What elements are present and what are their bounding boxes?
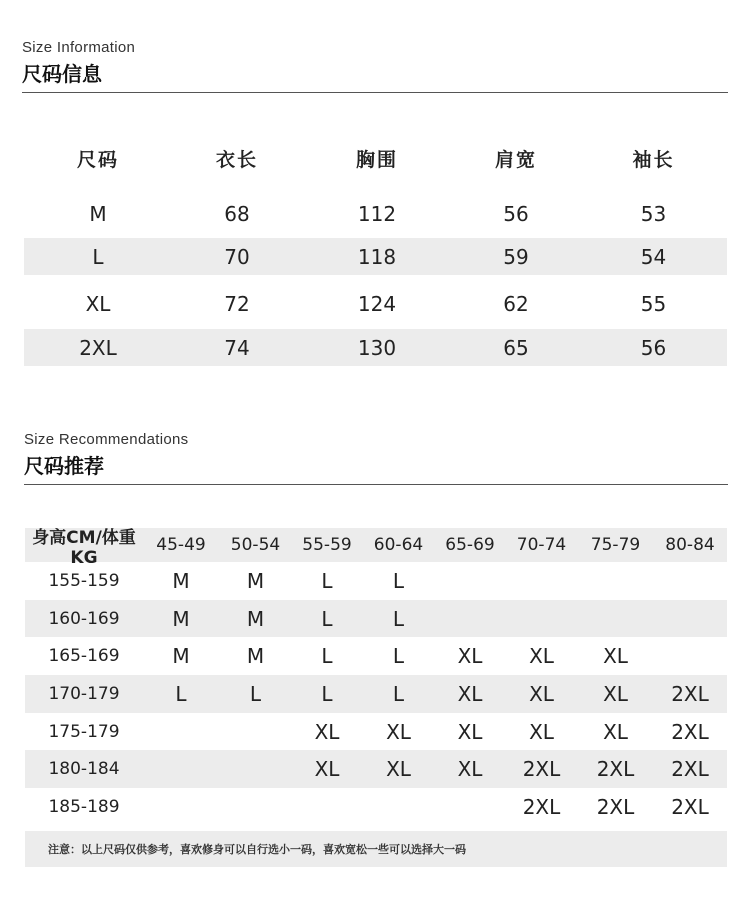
size-suggestion-cell: L [392, 681, 405, 706]
size-suggestion-cell: XL [603, 719, 628, 744]
recommend-row [25, 750, 727, 788]
size-suggestion-cell: 2XL [596, 794, 635, 819]
size-cell: 56 [640, 335, 667, 360]
size-cell: 68 [224, 202, 250, 226]
size-cell: 124 [357, 292, 397, 316]
recommend-row [25, 562, 727, 600]
height-cell: 175-179 [48, 721, 120, 742]
size-cell: 65 [503, 335, 529, 360]
size-header-cell: 肩宽 [494, 148, 537, 171]
size-suggestion-cell: M [246, 568, 265, 593]
size-suggestion-cell: L [175, 681, 187, 706]
size-cell: M [89, 202, 107, 226]
recommend-header [24, 431, 188, 479]
recommend-row [25, 675, 727, 713]
recommend-header-cell: 45-49 [156, 535, 206, 555]
size-suggestion-cell: XL [314, 719, 340, 744]
size-suggestion-cell: 2XL [671, 681, 709, 706]
size-cell: 130 [357, 335, 397, 360]
recommend-row [25, 600, 727, 638]
height-cell: 155-159 [48, 570, 120, 591]
size-suggestion-cell: XL [457, 719, 483, 744]
size-cell: 70 [224, 244, 250, 269]
size-suggestion-cell: L [321, 568, 333, 593]
size-suggestion-cell: M [246, 606, 265, 631]
size-suggestion-cell: 2XL [596, 757, 635, 782]
height-cell: 185-189 [48, 796, 120, 817]
size-header-cell: 衣长 [215, 148, 258, 171]
size-cell: 53 [640, 202, 667, 226]
size-suggestion-cell: L [321, 644, 333, 669]
size-table-row [24, 329, 727, 366]
size-cell: L [92, 244, 104, 269]
recommend-header-cell: 70-74 [516, 535, 567, 555]
size-suggestion-cell: XL [529, 681, 554, 706]
size-info-title-en: Size Information [22, 39, 136, 56]
size-table-header-row [24, 133, 727, 183]
size-suggestion-cell: M [246, 644, 265, 669]
size-cell: 118 [357, 244, 397, 269]
size-suggestion-cell: XL [603, 681, 628, 706]
note-text: 注意：以上尺码仅供参考，喜欢修身可以自行选小一码，喜欢宽松一些可以选择大一码 [48, 843, 466, 856]
size-table-row [24, 282, 727, 326]
size-info-header [22, 39, 135, 87]
size-cell: 56 [503, 202, 529, 226]
size-info-table [24, 133, 727, 366]
size-cell: 54 [640, 244, 667, 269]
size-suggestion-cell: L [392, 568, 405, 593]
size-suggestion-cell: L [392, 644, 405, 669]
recommend-title-cn: 尺码推荐 [24, 454, 104, 478]
size-cell: XL [85, 292, 111, 316]
size-header-cell: 胸围 [355, 148, 398, 171]
size-suggestion-cell: XL [529, 644, 554, 669]
size-cell: 72 [224, 292, 250, 316]
height-cell: 180-184 [48, 759, 120, 780]
recommend-row [25, 637, 727, 675]
note-bar [25, 831, 727, 867]
size-suggestion-cell: XL [603, 644, 628, 669]
size-cell: 62 [503, 292, 529, 316]
size-suggestion-cell: L [321, 681, 333, 706]
size-suggestion-cell: 2XL [671, 794, 709, 819]
size-suggestion-cell: XL [457, 644, 483, 669]
size-suggestion-cell: L [392, 606, 405, 631]
size-suggestion-cell: XL [457, 757, 483, 782]
size-cell: 59 [503, 244, 529, 269]
size-suggestion-cell: XL [457, 681, 483, 706]
recommend-header-cell: 身高CM/体重KG [32, 527, 136, 568]
height-cell: 170-179 [48, 683, 120, 704]
recommend-title-en: Size Recommendations [24, 431, 189, 448]
size-info-title-cn: 尺码信息 [22, 62, 102, 86]
size-suggestion-cell: 2XL [522, 794, 561, 819]
size-cell: 74 [224, 335, 250, 360]
size-suggestion-cell: XL [386, 757, 411, 782]
size-cell: 2XL [79, 335, 117, 360]
recommend-header-cell: 60-64 [373, 535, 424, 555]
recommend-header-cell: 80-84 [665, 535, 715, 555]
size-suggestion-cell: XL [314, 757, 340, 782]
size-suggestion-cell: XL [386, 719, 411, 744]
size-header-cell: 袖长 [632, 148, 675, 171]
recommend-header-cell: 65-69 [445, 535, 495, 555]
size-cell: 112 [357, 202, 397, 226]
recommend-header-cell: 50-54 [230, 535, 281, 555]
size-table-row [24, 192, 727, 236]
size-cell: 55 [640, 292, 667, 316]
recommend-divider [24, 484, 728, 485]
size-suggestion-cell: M [172, 568, 190, 593]
size-suggestion-cell: L [249, 681, 262, 706]
size-suggestion-cell: M [172, 644, 190, 669]
recommend-header-cell: 75-79 [590, 535, 641, 555]
size-suggestion-cell: XL [529, 719, 554, 744]
size-info-divider [22, 92, 728, 93]
size-header-cell: 尺码 [76, 148, 119, 171]
recommend-row [25, 788, 727, 826]
size-suggestion-cell: 2XL [671, 719, 709, 744]
recommend-table [25, 528, 727, 826]
recommend-row [25, 713, 727, 751]
size-suggestion-cell: M [172, 606, 190, 631]
size-table-row [24, 238, 727, 275]
height-cell: 160-169 [48, 608, 120, 629]
recommend-header-cell: 55-59 [302, 535, 352, 555]
size-suggestion-cell: 2XL [522, 757, 561, 782]
recommend-header-row [25, 527, 727, 568]
size-suggestion-cell: 2XL [671, 757, 709, 782]
height-cell: 165-169 [48, 646, 120, 667]
size-suggestion-cell: L [321, 606, 333, 631]
